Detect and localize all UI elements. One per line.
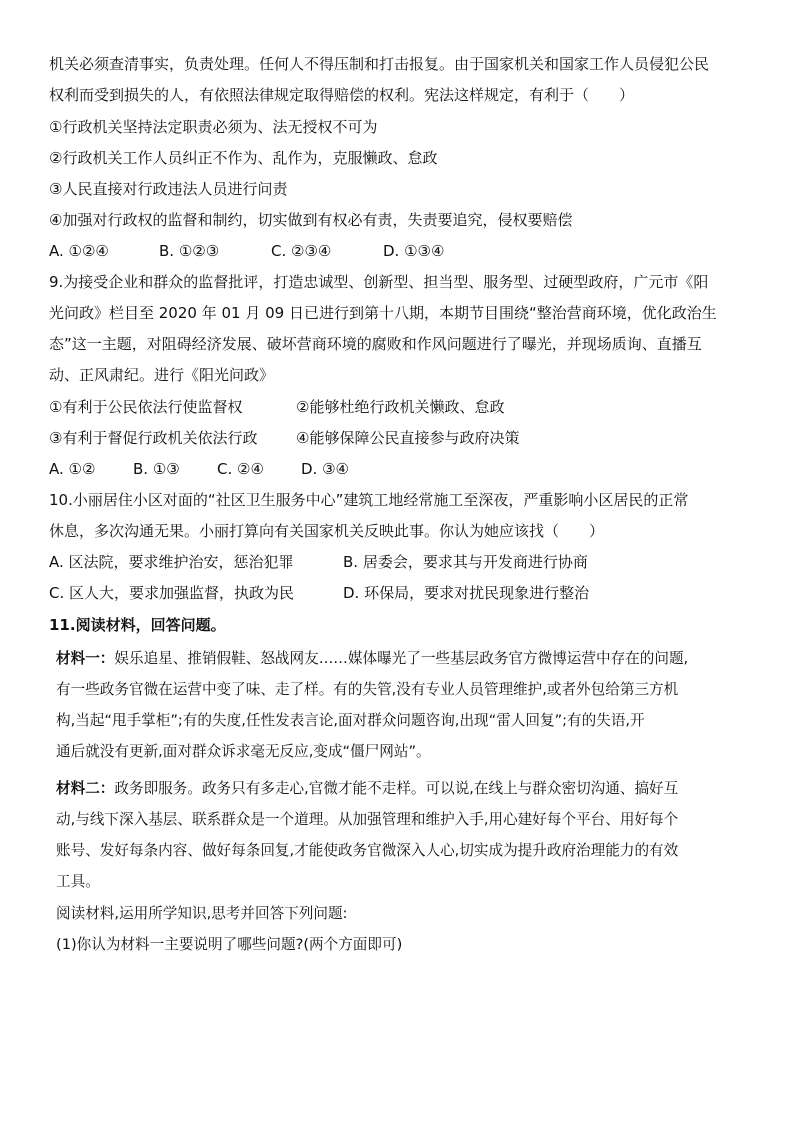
q9-item-3: ③有利于督促行政机关依法行政 xyxy=(49,429,258,447)
q11-material2-line-2: 动,与线下深入基层、联系群众是一个道理。从加强管理和维护入手,用心建好每个平台、用好每个 xyxy=(56,811,679,828)
q9-items-row-2 xyxy=(49,427,779,451)
q11-instruction: 阅读材料,运用所学知识,思考并回答下列问题: xyxy=(56,905,348,922)
q11-material2-line-1 xyxy=(56,778,780,802)
q11-material1-line-1 xyxy=(56,648,780,672)
q11-material1-line-3: 构,当起“甩手掌柜”;有的失度,任性发表言论,面对群众问题咨询,出现“雷人回复”;有的失语,开 xyxy=(56,712,645,729)
q11-material2-text-1: 政务即服务。政务只有多走心,官微才能不走样。可以说,在线上与群众密切沟通、搞好互 xyxy=(114,780,679,797)
q11-material2-line-4: 工具。 xyxy=(56,873,100,890)
q8-stem-line-1: 机关必须查清事实，负责处理。任何人不得压制和打击报复。由于国家机关和国家工作人员侵犯公民 xyxy=(49,55,710,73)
q8-stem-line-2: 权利而受到损失的人，有依照法律规定取得赔偿的权利。宪法这样规定，有利于（ ） xyxy=(49,86,635,104)
q8-item-2: ②行政机关工作人员纠正不作为、乱作为，克服懒政、怠政 xyxy=(49,149,438,167)
q8-item-1: ①行政机关坚持法定职责必须为、法无授权不可为 xyxy=(49,118,378,136)
q10-choices-row-2 xyxy=(49,582,779,606)
q8-item-3: ③人民直接对行政违法人员进行问责 xyxy=(49,180,288,198)
q11-material2-line-3: 账号、发好每条内容、做好每条回复,才能使政务官微深入人心,切实成为提升政府治理能力的有效 xyxy=(56,842,679,859)
q8-choice-a[interactable]: A. ①②④ xyxy=(49,242,109,260)
q9-choices xyxy=(49,458,779,482)
q8-choice-d[interactable]: D. ①③④ xyxy=(383,242,445,260)
q9-stem-line-4: 动、正风肃纪。进行《阳光问政》 xyxy=(49,366,275,384)
q11-material1-line-2: 有一些政务官微在运营中变了味、走了样。有的失管,没有专业人员管理维护,或者外包给第三方机 xyxy=(56,681,679,698)
q9-stem-line-1: 9.为接受企业和群众的监督批评，打造忠诚型、创新型、担当型、服务型、过硬型政府，广元市《阳 xyxy=(49,273,709,291)
q9-choice-a[interactable]: A. ①② xyxy=(49,460,96,478)
q8-item-4: ④加强对行政权的监督和制约，切实做到有权必有责，失责要追究，侵权要赔偿 xyxy=(49,211,573,229)
q8-choices xyxy=(49,240,779,264)
q10-stem-line-1: 10.小丽居住小区对面的“社区卫生服务中心”建筑工地经常施工至深夜，严重影响小区居民的正常 xyxy=(49,491,689,509)
q9-item-1: ①有利于公民依法行使监督权 xyxy=(49,398,243,416)
q9-choice-d[interactable]: D. ③④ xyxy=(301,460,349,478)
q8-choice-c[interactable]: C. ②③④ xyxy=(271,242,332,260)
q9-choice-c[interactable]: C. ②④ xyxy=(217,460,264,478)
q8-choice-b[interactable]: B. ①②③ xyxy=(159,242,220,260)
q9-item-4: ④能够保障公民直接参与政府决策 xyxy=(296,429,520,447)
q11-title: 11.阅读材料，回答问题。 xyxy=(49,616,226,634)
q10-choice-d[interactable]: D. 环保局，要求对扰民现象进行整治 xyxy=(343,584,590,602)
q11-material1-text-1: 娱乐追星、推销假鞋、怒战网友……媒体曝光了一些基层政务官方微博运营中存在的问题, xyxy=(114,650,689,667)
q9-stem-line-3: 态”这一主题，对阻碍经济发展、破坏营商环境的腐败和作风问题进行了曝光，并现场质询、直播互 xyxy=(49,335,702,353)
q11-material1-label: 材料一： xyxy=(56,650,115,667)
q10-choice-c[interactable]: C. 区人大，要求加强监督，执政为民 xyxy=(49,584,295,602)
q9-item-2: ②能够杜绝行政机关懒政、怠政 xyxy=(296,398,505,416)
q9-items-row-1 xyxy=(49,396,779,420)
q11-material1-line-4: 通后就没有更新,面对群众诉求毫无反应,变成“僵尸网站”。 xyxy=(56,743,431,760)
q9-stem-line-2: 光问政》栏目至 2020 年 01 月 09 日已进行到第十八期，本期节目围绕“整治营商环境，优化政治生 xyxy=(49,304,717,322)
q11-material2-label: 材料二： xyxy=(56,780,115,797)
q10-choice-a[interactable]: A. 区法院，要求维护治安，惩治犯罪 xyxy=(49,553,294,571)
q11-subquestion-1: (1)你认为材料一主要说明了哪些问题?(两个方面即可) xyxy=(56,936,403,953)
q10-stem-line-2: 休息，多次沟通无果。小丽打算向有关国家机关反映此事。你认为她应该找（ ） xyxy=(49,522,605,540)
q9-choice-b[interactable]: B. ①③ xyxy=(133,460,180,478)
q10-choices-row-1 xyxy=(49,551,779,575)
q10-choice-b[interactable]: B. 居委会，要求其与开发商进行协商 xyxy=(343,553,588,571)
